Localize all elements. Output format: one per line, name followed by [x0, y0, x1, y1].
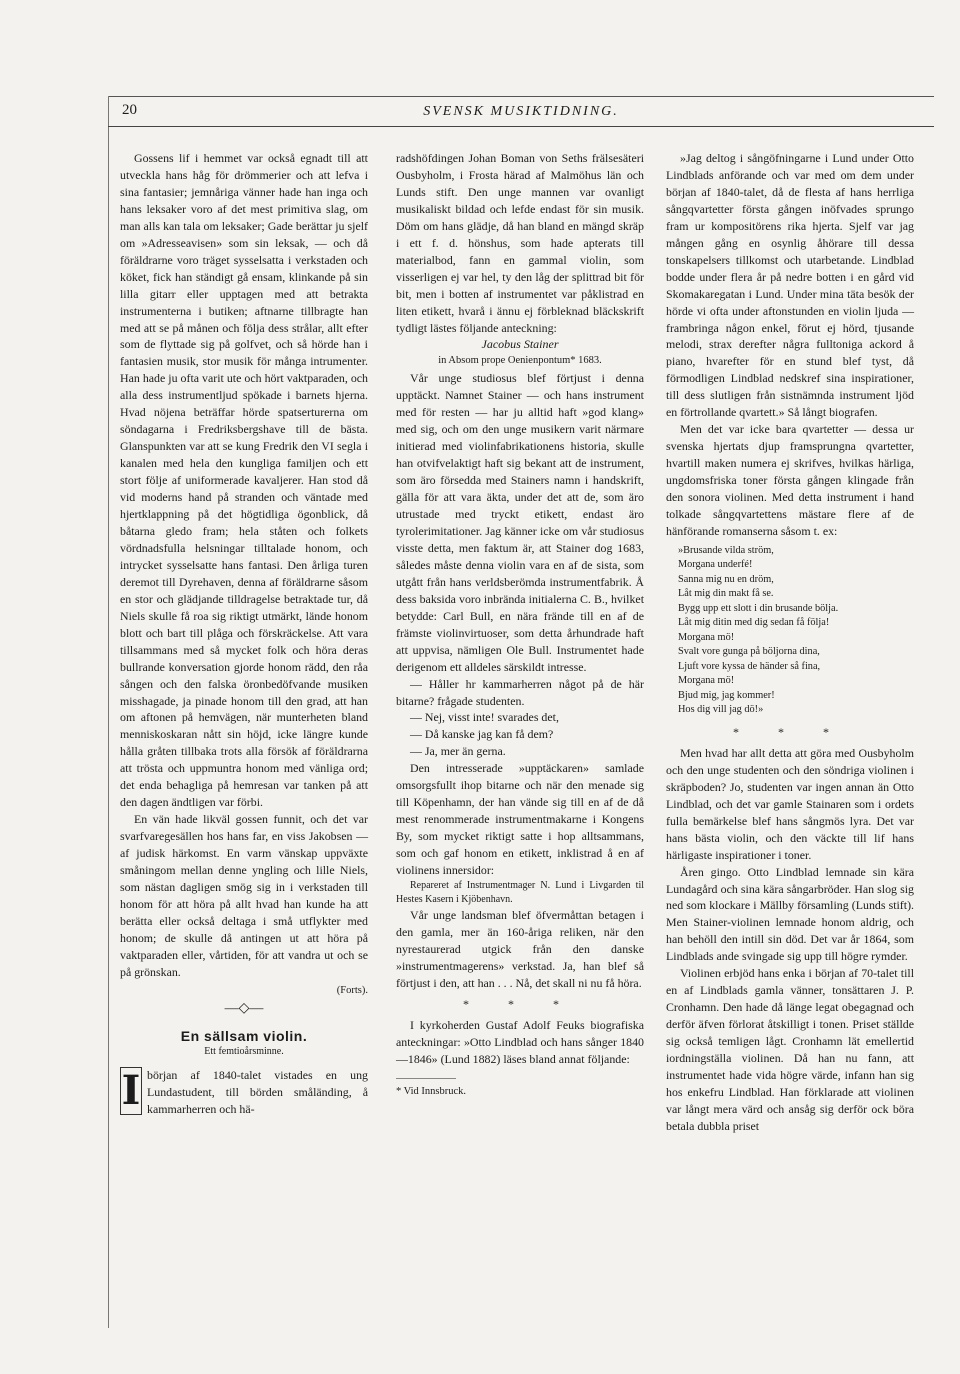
paragraph: Vår unge landsman blef öfvermåttan betagen i den gamla, mer än 160-åriga reliken, när den nyrestaurerad utgick från den danske »instrumentmagerens» verkstad. Ja, han blef så förtjust i den, att han . . . Nå, det skall ni nu få höra. [396, 907, 644, 990]
poem-line: Morgana underfé! [678, 559, 753, 571]
page-border-top [108, 96, 934, 97]
page-header [108, 100, 934, 124]
footnote-rule [396, 1078, 456, 1079]
dialog-line: — Nej, visst inte! svarades det, [410, 710, 559, 725]
paragraph: En vän hade likväl gossen funnit, och det var svarfvaregesällen hos hans far, en viss Jakobsen — af judisk härkomst. En varm vänskap uppväxte småningom mellan denne yngling och lille Niels, som nästan dagligen smög sig in i verkstaden till honom för att höra på allt hvad han kunde ha att berätta eller också deltaga i små utflykter med honom; de skulle då antingen ut att höra på vaktparaden eller, vårtiden, för att vandra ut och se på grönskan. [120, 812, 368, 979]
paragraph: Men hvad har allt detta att göra med Ousbyholm och den unge studenten och den söndriga violinen i skräpboden? Jo, studenten var ingen annan än Otto Lindblad, och det var gamle Stainaren som i ordets fulla bemärkelse blef hans sångmös lyra. Det var hans bästa violin, och den väckte till lif hans härligaste inspirationer i toner. [666, 745, 914, 862]
repair-label: Repareret af Instrumentmager N. Lund i Livgarden til Hestes Kasern i Kjöbenhavn. [396, 879, 644, 905]
article-subtitle: Ett femtioårsminne. [204, 1045, 284, 1057]
poem [666, 544, 914, 718]
page-number: 20 [122, 102, 137, 118]
poem-line: Svalt vore gunga på böljorna dina, [678, 646, 820, 658]
section-stars: * * * [463, 996, 577, 1011]
dialog-line: — Då kanske jag kan få dem? [410, 727, 554, 742]
paragraph: I kyrkoherden Gustaf Adolf Feuks biografiska anteckningar: »Otto Lindblad och hans sånger 1840—1846» (Lund 1882) läses bland annat följande: [396, 1017, 644, 1066]
poem-line: Hos dig vill jag dö!» [678, 704, 764, 716]
article-intro [120, 1067, 368, 1118]
column-2 [396, 150, 644, 1099]
page-border-left [108, 96, 109, 1328]
footnote: * Vid Innsbruck. [396, 1085, 467, 1097]
journal-title: SVENSK MUSIKTIDNING. [423, 104, 619, 119]
drop-cap: I [121, 1066, 141, 1114]
poem-line: Bygg upp ett slott i din brusande bölja. [678, 602, 839, 614]
continued-note: (Forts). [336, 984, 368, 996]
paragraph: början af 1840-talet vistades en ung Lundastudent, till börden småländing, å kammarherren och hä- [147, 1067, 368, 1116]
poem-line: Låt mig ditin med dig sedan få följa! [678, 617, 830, 629]
paragraph: Men det var icke bara qvartetter — dessa ur svenska hjertats djup framsprungna qvartetter, hvartill maken numera ej skrifves, hvilkas härliga, ungdomsfriska toner första gången klingade från den sonora violinen. Med detta instrument i hand tolkade sångqvartettens mästare flere af de hänförande romanserna såsom t. ex: [666, 422, 914, 538]
dialog-line: — Håller hr kammarherren något på de här bitarne? frågade studenten. [396, 676, 644, 708]
paragraph: radshöfdingen Johan Boman von Seths frälsesäteri Ousbyholm, i Frosta härad af Malmöhus län och Lunds stift. Den unge mannen var ovanligt musikaliskt bildad och lefde endast för sin musik. Döm om hans glädje, då han bland en mängd skräp i ett f. d. hönshus, som hade apterats till materialbod, fann en gammal violin, som visserligen ej var hel, ty den låg der splittrad bit för bit, men i botten af instrumentet var påklistrad en liten etikett, hvarå i ännu ej förbleknad bläckskrift tydligt lästes följande anteckning: [396, 151, 644, 335]
poem-line: Sanna mig nu en dröm, [678, 573, 774, 585]
column-1 [120, 150, 368, 1117]
column-3 [666, 150, 914, 1135]
label-signature-place: in Absom prope Oenienpontum* 1683. [438, 355, 602, 367]
dialog-line: — Ja, mer än gerna. [410, 744, 506, 759]
poem-line: »Brusande vilda ström, [678, 544, 774, 556]
paragraph: Den intresserade »upptäckaren» samlade omsorgsfullt ihop bitarne och när den menade sig till Köpenhamn, der han vände sig till en af de då mest renommerade instrumentmakarne i Kongens By, som mycket riktigt satte i hop alltsammans, som och gaf honom en etikett, inklistrad å en af violinens innersidor: [396, 761, 644, 878]
section-stars: * * * [733, 724, 847, 739]
poem-line: Morgana mö! [678, 631, 735, 643]
paragraph: Åren gingo. Otto Lindblad lemnade sin kära Lundagård och sina kära sångarbröder. Han slog sig ned som klockare i Mällby församling (Lunds stift). Men Stainer-violinen lemnade honom aldrig, och han behöll den intill sin död. Det var år 1864, som Lindblads ande svingade sig upp till högre rymder. [666, 864, 914, 964]
poem-line: Ljuft vore kyssa de händer så fina, [678, 660, 821, 672]
paragraph: Gossens lif i hemmet var också egnadt till att utveckla hans håg för drömmerier och att lefva i sina fantasier; jemnåriga vänner hade han inga och hans leksaker voro af det mest primitiva slag, om man alls kan tala om leksaker; Gade berättar ju sjelf om »Adresseavisen» som sin leksak, — och då föräldrarne voro träget sysselsatta i verkstaden och köket, fick han ständigt gå ensam, klinkande på sin lilla gitarr eller upptagen med att betrakta instrumenterna i butiken; aftnarne tillbragte han med att se på månen och följa dess strålar, allt efter som de flyttade sig på golfvet, och så hörde han i fantasien musik, stor musik för många intrumenter. Han hade ju ofta varit ute och hört vaktparaden, och alla dess instrumentljud spökade i barnets hjerna. Hvad nöjena beträffar hörde spatserturerna om söndagarna i Fredriksbergshave till de bästa. Glanspunkten var att se kung Fredrik den VI segla i kanalen med hela den kungliga familjen och ett stort följe af uniformerade kavaljerer. Han stod då vid moderns hand på stranden och väntade med hjertklappning på det högtidliga ögonblick, då båtarna gledo fram; hela ståten och folkets vördnadsfulla helsningar tilltalade honom, och intrycket sysselsatte hans fantasi. Den årliga turen deremot till Dyrehaven, denna af föräldrarne såsom en stor och glädjande tilldragelse betraktade tur, då Niels skulle få roa sig riktigt utmärkt, lände honom blott och bart till plåga och förskräckelse. Att vara tillsammans med så mycket folk och höra deras bullrande konversation gjorde honom rädd, den råa sången och den falska öronbedöfvande musiken misshagade, ja pinade honom till den grad, att han om aftonen på hemvägen, när munterheten bland menniskoskaran nått sin höjd, icke längre kunde hålla gråten tillbaka trots alla försök af föräldrarna att trösta och uppmuntra honom med vänliga ord; det enda behagliga på hemresan var tanken på att den dagen ändtligen var förbi. [120, 151, 368, 810]
header-rule [108, 126, 934, 127]
poem-line: Låt mig din makt få se. [678, 588, 774, 600]
paragraph: Vår unge studiosus blef förtjust i denna upptäckt. Namnet Stainer — och hans instrument med för resten — har ju alltid haft »god klang» med sig, och om den unge musikern varit närmare initierad med violinfabrikationens historia, skulle han otvifvelaktigt haft sig bekant att de instrument, som äro försedda med Stainers namn i handskrift, gälla för att vara äkta, under det att de, som äro utrustade med tryckt etikett, endast äro tyrolerimitationer. Jag känner icke om vår studiosus visste detta, men faktum är, att Stainer dog 1683, således måste denna violin vara en af de sista, som utgått från hans verldsberömda instrumentfabrik. Å dess baksida voro inbrända initialerna C. B., hvilket betydde: Carl Bull, en nära frände till en af de främste violinvirtuoser, som detta århundrade haft att uppvisa, nämligen Ole Bull. Instrumentet hade derigenom ett alldeles särskildt intresse. [396, 371, 644, 674]
section-ornament: —◇— [224, 1000, 264, 1016]
poem-line: Morgana mö! [678, 675, 735, 687]
paragraph: Violinen erbjöd hans enka i början af 70-talet till en af Lindblads gamla vänner, tonsättaren J. P. Cronhamn. Den hade då länge legat obegagnad och derför äfven förlorat åtskilligt i tonen. Priset ställde sig också temligen lågt. Cronhamn lät emellertid iordningställa violinen. Då han nu fann, att instrumentet hade vida högre värde, infann han sig hos enkefru Lindblad. Han förklarade att violinen var långt mera värd och ansåg sig derför ock böra betala dubbla priset [666, 966, 914, 1133]
label-signature: Jacobus Stainer [481, 337, 559, 352]
paragraph: »Jag deltog i sångöfningarne i Lund under Otto Lindblads anförande och var med om dem under början af 1840-talet, då de flesta af hans herrliga sångqvartetter första gången inöfvades sprungo fram ur kompositörens rika hjerta. Sjelf var jag mången gång en osynlig åhörare till dessa tonskapelsers tillkomst och utarbetande. Lindblad bodde under flera år på nedre botten i en gård vid Skomakaregatan i Lund. Under mina täta besök der hörde vi ofta under aftonstunden en violin ljuda — frambringa någon enkel, förut ej hörd, tjusande melodi, strax derefter några fulltoniga ackord å piano, hvarefter för en stund blef tyst, då förmodligen Lindblad nedskref sina inspirationer, till dess slutligen från sistnämnda instrument ljöd en förtrollande qvartett.» Så långt biografen. [666, 151, 914, 420]
article-title: En sällsam violin. [180, 1027, 308, 1044]
poem-line: Bjud mig, jag kommer! [678, 689, 775, 701]
